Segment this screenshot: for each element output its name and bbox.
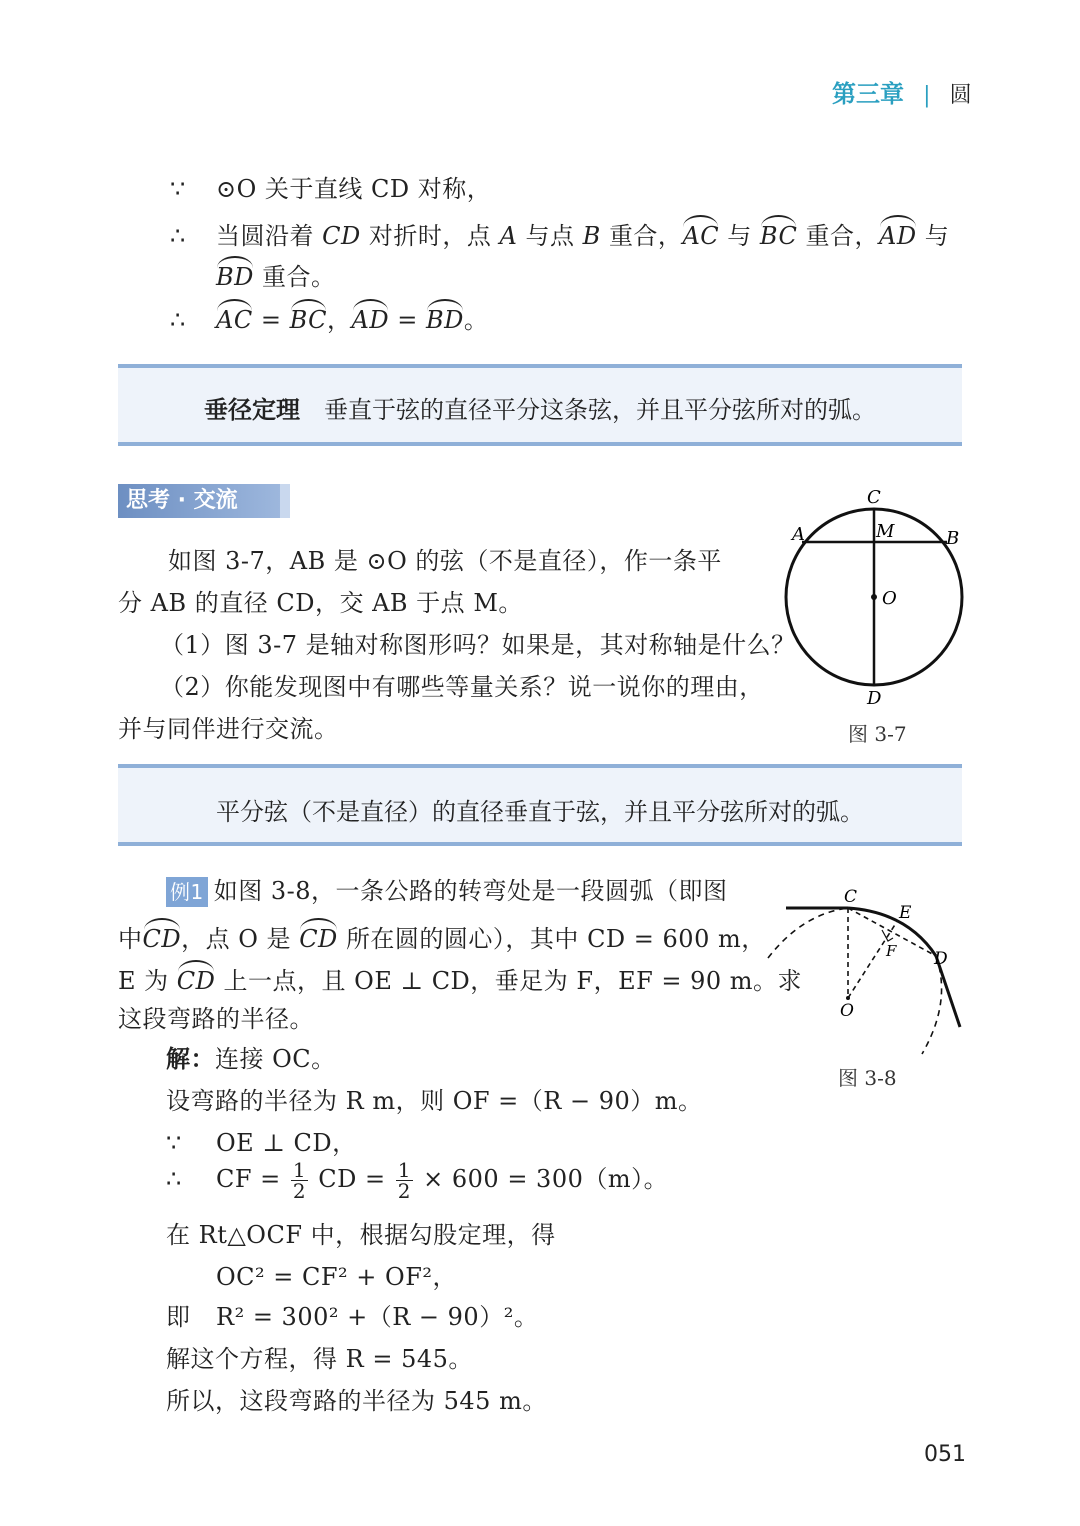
proof-line-2: ∴ 当圆沿着 CD 对折时，点 A 与点 B 重合，AC 与 BC 重合，AD 与	[170, 222, 950, 250]
page-header	[832, 74, 972, 109]
page-number: 051	[924, 1442, 966, 1467]
label-C: C	[867, 487, 881, 508]
theorem-box	[118, 364, 962, 446]
fraction-half-1: $\frac{1}{2}$	[292, 1158, 307, 1203]
example-line-1: 例1 如图 3-8，一条公路的转弯处是一段圆弧（即图	[166, 876, 728, 907]
example-line-2: 中CD，点 O 是 CD 所在圆的圆心），其中 CD = 600 m，	[118, 925, 766, 953]
circle-dashed-right	[922, 956, 942, 1054]
solution-line-7: 即 R² = 300² +（R − 90）²。	[166, 1303, 539, 1331]
solution-line-4: ∴ CF = $\frac{1}{2}$ CD = $\frac{1}{2}$ × 600 = 300（m）。	[166, 1158, 669, 1203]
solution-line-2: 设弯路的半径为 R m，则 OF =（R − 90）m。	[166, 1087, 703, 1115]
think-para-1: 如图 3-7，AB 是 ⊙O 的弦（不是直径），作一条平	[168, 547, 722, 575]
figure-3-8	[762, 882, 972, 1058]
circle-dashed-left	[768, 908, 848, 958]
solution-line-6: OC² = CF² + OF²，	[216, 1263, 457, 1291]
label-D: D	[934, 949, 948, 969]
arc-AC: AC	[682, 222, 720, 250]
center-point-O	[871, 594, 877, 600]
solution-line-9: 所以，这段弯路的半径为 545 m。	[166, 1387, 547, 1415]
example-line-3: E 为 CD 上一点，且 OE ⊥ CD，垂足为 F，EF = 90 m。求	[118, 967, 803, 995]
point-O	[846, 996, 850, 1000]
label-O: O	[882, 588, 897, 609]
fraction-half-2: $\frac{1}{2}$	[397, 1158, 411, 1203]
proof-line-1: ∵ ⊙O 关于直线 CD 对称，	[170, 175, 492, 203]
think-question-1: （1）图 3-7 是轴对称图形吗？如果是，其对称轴是什么？	[160, 631, 796, 659]
arc-BC: BC	[759, 222, 798, 250]
proof-line-3: BD 重合。	[216, 263, 336, 291]
example-tag: 例1	[166, 877, 208, 907]
theorem-text: 垂直于弦的直径平分这条弦，并且平分弦所对的弧。	[324, 396, 876, 424]
label-F: F	[886, 942, 897, 960]
think-para-2: 分 AB 的直径 CD，交 AB 于点 M。	[118, 589, 523, 617]
solution-label: 解：	[166, 1045, 215, 1073]
think-question-3: 并与同伴进行交流。	[118, 715, 339, 743]
chapter-title: 第三章	[832, 80, 904, 108]
solution-line-1: 解：连接 OC。	[166, 1045, 336, 1073]
theorem-title: 垂径定理	[204, 396, 300, 424]
inference-text: 平分弦（不是直径）的直径垂直于弦，并且平分弦所对的弧。	[216, 798, 864, 826]
figure-3-7	[772, 482, 982, 718]
proof-line-4: ∴ AC = BC，AD = BD。	[170, 306, 489, 334]
arc-CD: CD	[142, 925, 182, 953]
arc-BD: BD	[216, 263, 254, 291]
label-E: E	[899, 903, 912, 923]
figure-3-8-caption: 图 3-8	[838, 1066, 897, 1090]
label-B: B	[946, 528, 960, 549]
label-A: A	[792, 524, 805, 545]
label-C: C	[844, 887, 858, 907]
solution-line-8: 解这个方程，得 R = 545。	[166, 1345, 473, 1373]
label-O: O	[840, 1001, 854, 1021]
header-topic: 圆	[949, 83, 972, 108]
example-line-4: 这段弯路的半径。	[118, 1005, 314, 1033]
label-D: D	[867, 688, 882, 709]
figure-3-7-caption: 图 3-7	[848, 722, 907, 746]
inference-box	[118, 764, 962, 846]
header-separator: |	[923, 83, 931, 108]
solution-line-5: 在 Rt△OCF 中，根据勾股定理，得	[166, 1221, 556, 1249]
think-discuss-tag: 思考 · 交流	[118, 484, 280, 518]
label-M: M	[876, 521, 895, 542]
arc-AD: AD	[879, 222, 917, 250]
solution-line-3: ∵ OE ⊥ CD，	[166, 1129, 357, 1157]
think-question-2: （2）你能发现图中有哪些等量关系？说一说你的理由，	[160, 673, 764, 701]
